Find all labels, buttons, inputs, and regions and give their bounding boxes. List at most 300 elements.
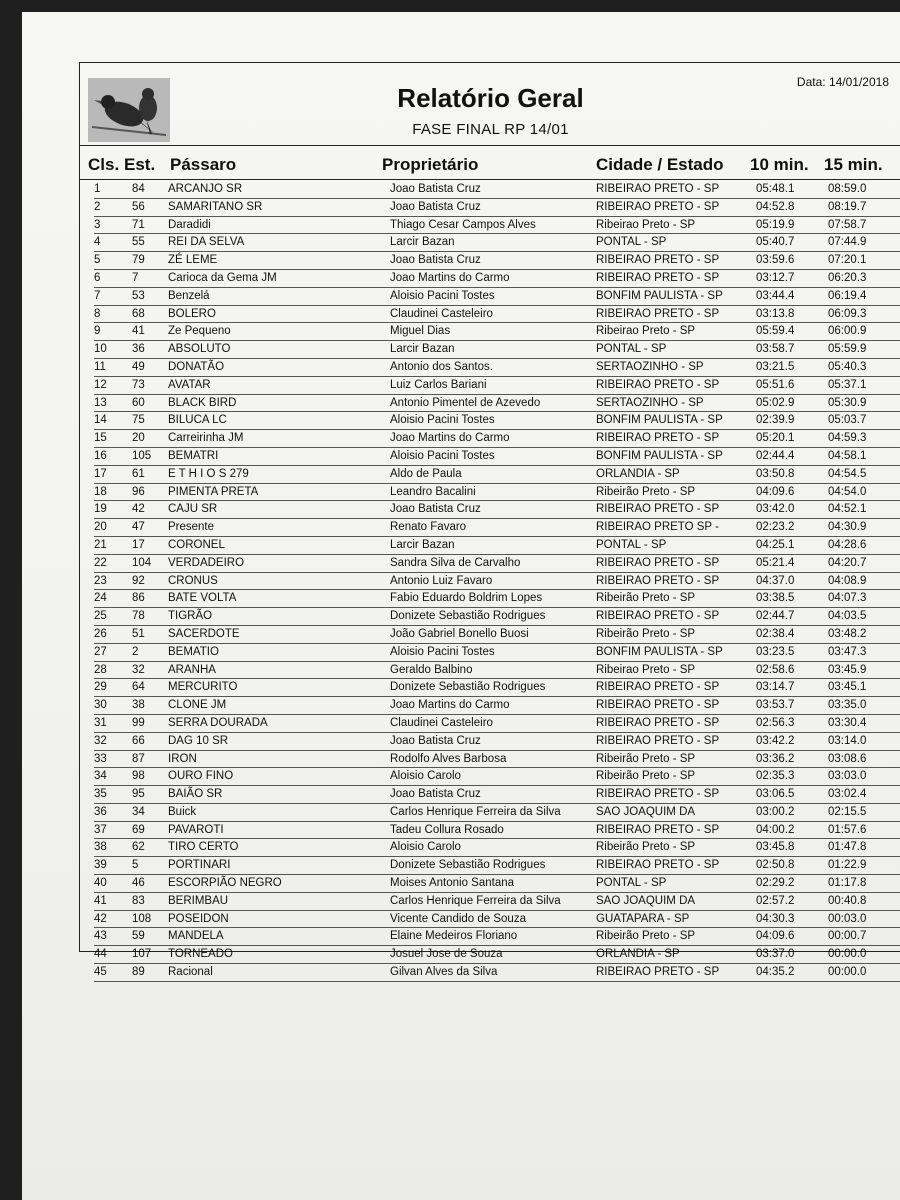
time-10min-cell: 03:00.2	[756, 805, 795, 818]
time-15min-cell: 00:40.8	[828, 894, 867, 907]
owner-cell: Donizete Sebastião Rodrigues	[390, 681, 546, 694]
time-10min-cell: 02:50.8	[756, 859, 795, 872]
cls-cell: 39	[94, 859, 107, 872]
city-cell: Ribeirao Preto - SP	[596, 218, 696, 231]
time-15min-cell: 06:20.3	[828, 271, 867, 284]
table-row	[94, 608, 900, 626]
owner-cell: Donizete Sebastião Rodrigues	[390, 859, 546, 872]
bird-name-cell: BERIMBAU	[168, 894, 229, 907]
time-15min-cell: 04:54.5	[828, 467, 867, 480]
cls-cell: 45	[94, 966, 107, 979]
bird-name-cell: BAIÃO SR	[168, 788, 223, 801]
table-row	[94, 768, 900, 786]
time-10min-cell: 03:58.7	[756, 343, 795, 356]
city-cell: RIBEIRAO PRETO - SP	[596, 503, 720, 516]
bird-name-cell: MANDELA	[168, 930, 224, 943]
owner-cell: Joao Martins do Carmo	[390, 432, 510, 445]
results-table	[94, 181, 900, 982]
city-cell: RIBEIRAO PRETO SP -	[596, 521, 719, 534]
est-cell: 104	[132, 556, 152, 569]
time-15min-cell: 04:03.5	[828, 610, 867, 623]
table-row	[94, 911, 900, 929]
est-cell: 62	[132, 841, 145, 854]
time-15min-cell: 05:40.3	[828, 360, 867, 373]
time-10min-cell: 05:21.4	[756, 556, 795, 569]
city-cell: BONFIM PAULISTA - SP	[596, 414, 723, 427]
time-15min-cell: 00:03.0	[828, 912, 867, 925]
column-10min: 10 min.	[750, 155, 809, 174]
column-est: Est.	[124, 155, 156, 174]
time-15min-cell: 00:00.7	[828, 930, 867, 943]
time-10min-cell: 03:45.8	[756, 841, 795, 854]
cls-cell: 27	[94, 645, 107, 658]
bird-name-cell: TIGRÃO	[168, 610, 213, 623]
bird-name-cell: ARCANJO SR	[168, 183, 243, 195]
est-cell: 96	[132, 485, 145, 498]
time-10min-cell: 03:21.5	[756, 360, 795, 373]
cls-cell: 34	[94, 770, 107, 783]
report-header	[80, 63, 900, 146]
bird-name-cell: Buick	[168, 805, 197, 818]
est-cell: 53	[132, 289, 145, 302]
bird-name-cell: TORNEADO	[168, 948, 233, 961]
table-row	[94, 928, 900, 946]
time-10min-cell: 05:59.4	[756, 325, 795, 338]
est-cell: 108	[132, 912, 152, 925]
bird-name-cell: SERRA DOURADA	[168, 716, 268, 729]
owner-cell: Vicente Candido de Souza	[390, 912, 526, 925]
owner-cell: Claudinei Casteleiro	[390, 716, 493, 729]
time-15min-cell: 00:00.0	[828, 948, 867, 961]
table-row	[94, 555, 900, 573]
time-10min-cell: 04:52.8	[756, 200, 795, 213]
city-cell: Ribeirão Preto - SP	[596, 485, 696, 498]
cls-cell: 26	[94, 627, 107, 640]
report-frame	[79, 62, 900, 979]
cls-cell: 43	[94, 930, 107, 943]
bird-name-cell: Ze Pequeno	[168, 325, 231, 338]
time-15min-cell: 08:19.7	[828, 200, 867, 213]
table-row	[94, 181, 900, 199]
table-row	[94, 964, 900, 982]
owner-cell: Joao Martins do Carmo	[390, 271, 510, 284]
cls-cell: 5	[94, 254, 101, 267]
time-10min-cell: 03:06.5	[756, 788, 795, 801]
table-row	[94, 359, 900, 377]
bird-name-cell: BATE VOLTA	[168, 592, 237, 605]
time-10min-cell: 05:48.1	[756, 183, 795, 195]
est-cell: 17	[132, 538, 145, 551]
time-15min-cell: 04:52.1	[828, 503, 867, 516]
time-15min-cell: 04:28.6	[828, 538, 867, 551]
cls-cell: 23	[94, 574, 107, 587]
time-10min-cell: 04:35.2	[756, 966, 795, 979]
time-10min-cell: 02:58.6	[756, 663, 795, 676]
city-cell: BONFIM PAULISTA - SP	[596, 449, 723, 462]
owner-cell: Larcir Bazan	[390, 236, 455, 249]
bird-name-cell: ZÉ LEME	[168, 254, 218, 267]
time-10min-cell: 03:59.6	[756, 254, 795, 267]
time-15min-cell: 03:47.3	[828, 645, 867, 658]
cls-cell: 13	[94, 396, 107, 409]
table-row	[94, 537, 900, 555]
city-cell: SAO JOAQUIM DA	[596, 894, 696, 907]
table-row	[94, 519, 900, 537]
bird-name-cell: OURO FINO	[168, 770, 234, 783]
time-15min-cell: 05:30.9	[828, 396, 867, 409]
table-row	[94, 501, 900, 519]
cls-cell: 7	[94, 289, 101, 302]
bird-name-cell: REI DA SELVA	[168, 236, 245, 249]
table-row	[94, 412, 900, 430]
time-15min-cell: 04:54.0	[828, 485, 867, 498]
est-cell: 59	[132, 930, 145, 943]
table-row	[94, 395, 900, 413]
cls-cell: 4	[94, 236, 101, 249]
time-15min-cell: 03:45.9	[828, 663, 867, 676]
time-15min-cell: 07:58.7	[828, 218, 867, 231]
city-cell: SERTAOZINHO - SP	[596, 360, 704, 373]
owner-cell: Sandra Silva de Carvalho	[390, 556, 521, 569]
cls-cell: 32	[94, 734, 107, 747]
time-15min-cell: 03:14.0	[828, 734, 867, 747]
time-15min-cell: 06:19.4	[828, 289, 867, 302]
est-cell: 75	[132, 414, 145, 427]
cls-cell: 33	[94, 752, 107, 765]
bird-name-cell: Carreirinha JM	[168, 432, 244, 445]
est-cell: 89	[132, 966, 145, 979]
cls-cell: 41	[94, 894, 107, 907]
bird-name-cell: SACERDOTE	[168, 627, 240, 640]
time-10min-cell: 04:09.6	[756, 930, 795, 943]
table-row	[94, 590, 900, 608]
cls-cell: 10	[94, 343, 107, 356]
owner-cell: Joao Batista Cruz	[390, 788, 481, 801]
owner-cell: Carlos Henrique Ferreira da Silva	[390, 805, 561, 818]
table-row	[94, 733, 900, 751]
est-cell: 84	[132, 183, 145, 195]
city-cell: BONFIM PAULISTA - SP	[596, 645, 723, 658]
table-row	[94, 662, 900, 680]
city-cell: RIBEIRAO PRETO - SP	[596, 823, 720, 836]
owner-cell: Geraldo Balbino	[390, 663, 473, 676]
bird-name-cell: ARANHA	[168, 663, 216, 676]
table-row	[94, 751, 900, 769]
time-10min-cell: 03:12.7	[756, 271, 795, 284]
cls-cell: 17	[94, 467, 107, 480]
cls-cell: 16	[94, 449, 107, 462]
time-10min-cell: 04:37.0	[756, 574, 795, 587]
time-10min-cell: 05:20.1	[756, 432, 795, 445]
owner-cell: Moises Antonio Santana	[390, 877, 515, 890]
time-10min-cell: 03:36.2	[756, 752, 795, 765]
time-15min-cell: 07:44.9	[828, 236, 867, 249]
column-city: Cidade / Estado	[596, 155, 724, 174]
owner-cell: Joao Batista Cruz	[390, 734, 481, 747]
time-15min-cell: 00:00.0	[828, 966, 867, 979]
bird-name-cell: Carioca da Gema JM	[168, 271, 277, 284]
cls-cell: 37	[94, 823, 107, 836]
est-cell: 5	[132, 859, 139, 872]
time-10min-cell: 05:51.6	[756, 378, 795, 391]
owner-cell: Joao Martins do Carmo	[390, 699, 510, 712]
city-cell: SERTAOZINHO - SP	[596, 396, 704, 409]
table-row	[94, 217, 900, 235]
owner-cell: Claudinei Casteleiro	[390, 307, 493, 320]
owner-cell: Luiz Carlos Bariani	[390, 378, 487, 391]
bird-name-cell: VERDADEIRO	[168, 556, 245, 569]
time-10min-cell: 02:56.3	[756, 716, 795, 729]
time-10min-cell: 04:09.6	[756, 485, 795, 498]
owner-cell: Elaine Medeiros Floriano	[390, 930, 518, 943]
time-15min-cell: 08:59.0	[828, 183, 867, 195]
column-15min: 15 min.	[824, 155, 883, 174]
table-row	[94, 573, 900, 591]
owner-cell: Larcir Bazan	[390, 343, 455, 356]
est-cell: 47	[132, 521, 145, 534]
column-cls: Cls.	[88, 155, 120, 174]
time-15min-cell: 01:47.8	[828, 841, 867, 854]
table-row	[94, 199, 900, 217]
bird-name-cell: BILUCA LC	[168, 414, 227, 427]
bird-name-cell: Daradidi	[168, 218, 211, 231]
time-10min-cell: 03:53.7	[756, 699, 795, 712]
cls-cell: 28	[94, 663, 107, 676]
cls-cell: 40	[94, 877, 107, 890]
cls-cell: 12	[94, 378, 107, 391]
city-cell: RIBEIRAO PRETO - SP	[596, 716, 720, 729]
city-cell: Ribeirão Preto - SP	[596, 930, 696, 943]
est-cell: 42	[132, 503, 145, 516]
city-cell: RIBEIRAO PRETO - SP	[596, 699, 720, 712]
est-cell: 7	[132, 271, 139, 284]
cls-cell: 21	[94, 538, 107, 551]
time-10min-cell: 05:19.9	[756, 218, 795, 231]
time-15min-cell: 07:20.1	[828, 254, 867, 267]
time-15min-cell: 01:22.9	[828, 859, 867, 872]
city-cell: RIBEIRAO PRETO - SP	[596, 734, 720, 747]
table-row	[94, 323, 900, 341]
table-row	[94, 893, 900, 911]
cls-cell: 42	[94, 912, 107, 925]
city-cell: Ribeirão Preto - SP	[596, 627, 696, 640]
owner-cell: Antonio Luiz Favaro	[390, 574, 493, 587]
table-row	[94, 430, 900, 448]
time-10min-cell: 03:14.7	[756, 681, 795, 694]
paper-sheet	[22, 12, 900, 1200]
bird-name-cell: Benzelá	[168, 289, 210, 302]
time-10min-cell: 05:02.9	[756, 396, 795, 409]
owner-cell: Leandro Bacalini	[390, 485, 476, 498]
owner-cell: Carlos Henrique Ferreira da Silva	[390, 894, 561, 907]
time-10min-cell: 03:50.8	[756, 467, 795, 480]
owner-cell: Joao Batista Cruz	[390, 183, 481, 195]
cls-cell: 24	[94, 592, 107, 605]
time-15min-cell: 03:03.0	[828, 770, 867, 783]
table-row	[94, 839, 900, 857]
cls-cell: 11	[94, 360, 106, 373]
bird-name-cell: CAJU SR	[168, 503, 218, 516]
city-cell: PONTAL - SP	[596, 236, 667, 249]
est-cell: 86	[132, 592, 145, 605]
owner-cell: Fabio Eduardo Boldrim Lopes	[390, 592, 543, 605]
est-cell: 64	[132, 681, 145, 694]
table-row	[94, 288, 900, 306]
city-cell: RIBEIRAO PRETO - SP	[596, 254, 720, 267]
time-10min-cell: 04:00.2	[756, 823, 795, 836]
est-cell: 66	[132, 734, 145, 747]
bird-name-cell: BEMATRI	[168, 449, 219, 462]
est-cell: 61	[132, 467, 145, 480]
city-cell: RIBEIRAO PRETO - SP	[596, 200, 720, 213]
table-row	[94, 822, 900, 840]
time-15min-cell: 02:15.5	[828, 805, 867, 818]
table-row	[94, 679, 900, 697]
time-15min-cell: 04:30.9	[828, 521, 867, 534]
column-bird: Pássaro	[170, 155, 237, 174]
time-10min-cell: 02:38.4	[756, 627, 795, 640]
cls-cell: 36	[94, 805, 107, 818]
est-cell: 34	[132, 805, 145, 818]
city-cell: RIBEIRAO PRETO - SP	[596, 432, 720, 445]
time-10min-cell: 02:35.3	[756, 770, 795, 783]
time-15min-cell: 03:02.4	[828, 788, 867, 801]
est-cell: 73	[132, 378, 145, 391]
city-cell: Ribeirao Preto - SP	[596, 325, 696, 338]
time-15min-cell: 05:03.7	[828, 414, 867, 427]
report-subtitle: FASE FINAL RP 14/01	[412, 121, 569, 138]
bird-name-cell: BOLERO	[168, 307, 216, 320]
table-row	[94, 786, 900, 804]
report-title: Relatório Geral	[397, 83, 584, 113]
time-15min-cell: 05:59.9	[828, 343, 867, 356]
cls-cell: 30	[94, 699, 107, 712]
owner-cell: Miguel Dias	[390, 325, 451, 338]
time-15min-cell: 03:30.4	[828, 716, 867, 729]
bird-name-cell: ESCORPIÃO NEGRO	[168, 877, 282, 890]
est-cell: 99	[132, 716, 145, 729]
est-cell: 68	[132, 307, 145, 320]
city-cell: RIBEIRAO PRETO - SP	[596, 681, 720, 694]
time-15min-cell: 06:09.3	[828, 307, 867, 320]
city-cell: RIBEIRAO PRETO - SP	[596, 271, 720, 284]
est-cell: 20	[132, 432, 145, 445]
cls-cell: 19	[94, 503, 107, 516]
owner-cell: Joao Batista Cruz	[390, 200, 481, 213]
table-row	[94, 234, 900, 252]
owner-cell: Aldo de Paula	[390, 467, 462, 480]
table-row	[94, 697, 900, 715]
time-10min-cell: 02:44.4	[756, 449, 795, 462]
cls-cell: 29	[94, 681, 107, 694]
cls-cell: 8	[94, 307, 101, 320]
owner-cell: Antonio Pimentel de Azevedo	[390, 396, 541, 409]
est-cell: 36	[132, 343, 145, 356]
cls-cell: 44	[94, 948, 107, 961]
owner-cell: Thiago Cesar Campos Alves	[390, 218, 536, 231]
time-10min-cell: 02:39.9	[756, 414, 795, 427]
owner-cell: Aloisio Carolo	[390, 841, 461, 854]
owner-cell: Aloisio Pacini Tostes	[390, 645, 495, 658]
est-cell: 79	[132, 254, 145, 267]
cls-cell: 1	[94, 183, 101, 195]
table-row	[94, 252, 900, 270]
city-cell: ORLANDIA - SP	[596, 948, 680, 961]
est-cell: 71	[132, 218, 145, 231]
est-cell: 105	[132, 449, 152, 462]
time-15min-cell: 04:20.7	[828, 556, 867, 569]
city-cell: RIBEIRAO PRETO - SP	[596, 966, 720, 979]
est-cell: 2	[132, 645, 139, 658]
cls-cell: 18	[94, 485, 107, 498]
cls-cell: 31	[94, 716, 107, 729]
table-row	[94, 715, 900, 733]
est-cell: 46	[132, 877, 145, 890]
cls-cell: 6	[94, 271, 101, 284]
owner-cell: Joao Batista Cruz	[390, 254, 481, 267]
est-cell: 38	[132, 699, 145, 712]
time-10min-cell: 02:57.2	[756, 894, 795, 907]
bird-name-cell: BLACK BIRD	[168, 396, 237, 409]
cls-cell: 15	[94, 432, 107, 445]
city-cell: PONTAL - SP	[596, 538, 667, 551]
table-row	[94, 484, 900, 502]
owner-cell: Rodolfo Alves Barbosa	[390, 752, 507, 765]
table-row	[94, 644, 900, 662]
table-row	[94, 946, 900, 964]
time-10min-cell: 02:29.2	[756, 877, 795, 890]
time-15min-cell: 04:07.3	[828, 592, 867, 605]
cls-cell: 2	[94, 200, 101, 213]
cls-cell: 25	[94, 610, 107, 623]
bird-name-cell: BEMATIO	[168, 645, 219, 658]
est-cell: 60	[132, 396, 145, 409]
time-15min-cell: 01:17.8	[828, 877, 867, 890]
time-10min-cell: 04:25.1	[756, 538, 795, 551]
est-cell: 98	[132, 770, 145, 783]
cls-cell: 38	[94, 841, 107, 854]
city-cell: RIBEIRAO PRETO - SP	[596, 788, 720, 801]
owner-cell: Josuel Jose de Souza	[390, 948, 503, 961]
owner-cell: Gilvan Alves da Silva	[390, 966, 498, 979]
bird-name-cell: CRONUS	[168, 574, 218, 587]
bird-name-cell: SAMARITANO SR	[168, 200, 263, 213]
time-15min-cell: 04:58.1	[828, 449, 867, 462]
bird-name-cell: PIMENTA PRETA	[168, 485, 259, 498]
city-cell: RIBEIRAO PRETO - SP	[596, 574, 720, 587]
city-cell: Ribeirão Preto - SP	[596, 770, 696, 783]
owner-cell: Tadeu Collura Rosado	[390, 823, 504, 836]
time-15min-cell: 01:57.6	[828, 823, 867, 836]
cls-cell: 9	[94, 325, 101, 338]
table-row	[94, 466, 900, 484]
time-10min-cell: 05:40.7	[756, 236, 795, 249]
city-cell: Ribeirao Preto - SP	[596, 663, 696, 676]
city-cell: PONTAL - SP	[596, 343, 667, 356]
bird-name-cell: Racional	[168, 966, 213, 979]
table-row	[94, 857, 900, 875]
bird-name-cell: PORTINARI	[168, 859, 231, 872]
est-cell: 95	[132, 788, 145, 801]
owner-cell: Renato Favaro	[390, 521, 467, 534]
est-cell: 87	[132, 752, 145, 765]
city-cell: GUATAPARA - SP	[596, 912, 690, 925]
time-10min-cell: 02:44.7	[756, 610, 795, 623]
table-row	[94, 626, 900, 644]
est-cell: 107	[132, 948, 152, 961]
city-cell: SAO JOAQUIM DA	[596, 805, 696, 818]
est-cell: 69	[132, 823, 145, 836]
